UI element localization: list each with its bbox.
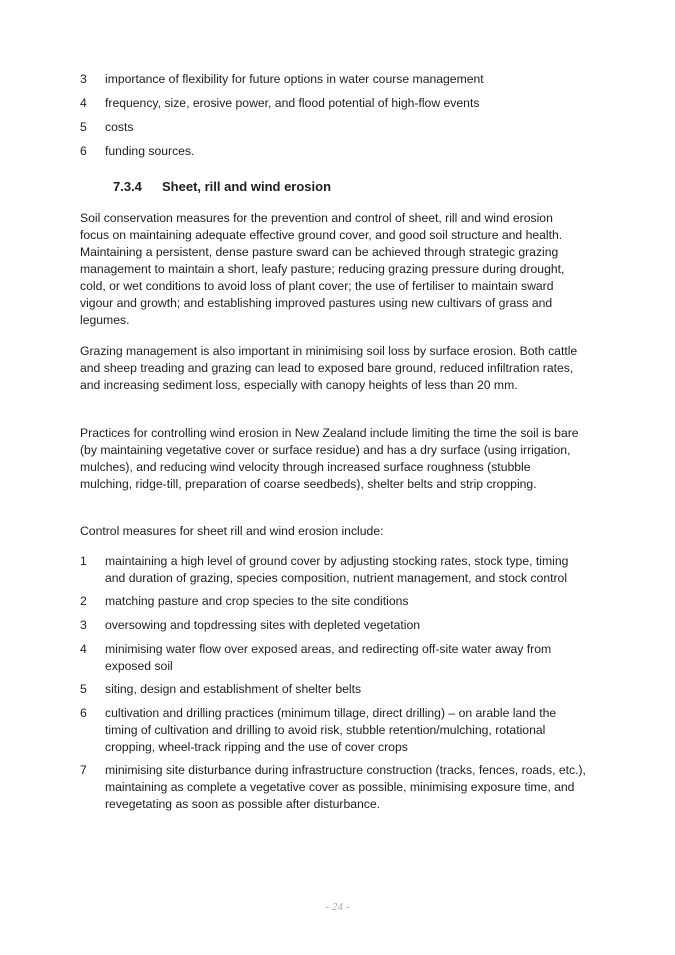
- paragraph-control-intro: Control measures for sheet rill and wind erosion include:: [80, 524, 384, 538]
- list-item-text: minimising site disturbance during infrastructure construction (tracks, fences, roads, etc.), maintaining as complete a vegetative cover as possible, minimising exposure time, and revegetating as soon as possible after disturbance.: [105, 763, 586, 811]
- list-item-text: funding sources.: [105, 144, 195, 158]
- list-item-number: 6: [80, 706, 87, 720]
- list-item-number: 3: [80, 618, 87, 632]
- top-numbered-list: [80, 71, 590, 160]
- list-item: [80, 762, 590, 813]
- list-item: [80, 119, 590, 136]
- section-heading: [113, 178, 331, 195]
- list-item-text: frequency, size, erosive power, and flood potential of high-flow events: [105, 96, 480, 110]
- list-item: [80, 143, 590, 160]
- list-item: [80, 681, 590, 698]
- list-item-number: 2: [80, 594, 87, 608]
- list-item-number: 4: [80, 642, 87, 656]
- list-item-text: importance of flexibility for future options in water course management: [105, 72, 484, 86]
- list-item-number: 1: [80, 554, 87, 568]
- list-item-text: maintaining a high level of ground cover by adjusting stocking rates, stock type, timing and duration of grazing, species composition, nutrient management, and stock control: [105, 554, 569, 585]
- control-measures-list: [80, 553, 590, 813]
- list-item-text: siting, design and establishment of shelter belts: [105, 682, 362, 696]
- list-item-number: 6: [80, 144, 87, 158]
- list-item-number: 3: [80, 72, 87, 86]
- list-item-number: 4: [80, 96, 87, 110]
- paragraph-grazing: Grazing management is also important in minimising soil loss by surface erosion. Both cattle and sheep treading and grazing can lead to exposed bare ground, reduced infiltration rates, and increasing sediment loss, especially with canopy heights of less than 20 mm.: [80, 344, 578, 392]
- list-item: [80, 71, 590, 88]
- list-item: [80, 641, 590, 675]
- list-item: [80, 593, 590, 610]
- page-number: - 24 -: [325, 901, 350, 913]
- paragraph-wind-erosion: Practices for controlling wind erosion in New Zealand include limiting the time the soil is bare (by maintaining vegetative cover or surface residue) and has a dry surface (using irrigation, mulches), and reducing wind velocity through increased surface roughness (stubble mulching, ridge-till, preparation of coarse seedbeds), shelter belts and strip cropping.: [80, 426, 579, 491]
- list-item: [80, 95, 590, 112]
- list-item: [80, 705, 590, 756]
- list-item-text: cultivation and drilling practices (minimum tillage, direct drilling) – on arable land the timing of cultivation and drilling to avoid risk, stubble retention/mulching, rotational cropping, wheel-track ripping and the use of cover crops: [105, 706, 557, 754]
- section-title: Sheet, rill and wind erosion: [162, 179, 332, 194]
- section-number: 7.3.4: [113, 179, 142, 194]
- list-item-number: 7: [80, 763, 87, 777]
- paragraph-ground-cover: Soil conservation measures for the prevention and control of sheet, rill and wind erosion focus on maintaining adequate effective ground cover, and good soil structure and health. Maintaining a persistent, dense pasture sward can be achieved through strategic grazing management to maintain a short, leafy pasture; reducing grazing pressure during drought, cold, or wet conditions to avoid loss of plant cover; the use of fertiliser to maintain sward vigour and growth; and establishing improved pastures using new cultivars of grass and legumes.: [80, 211, 565, 327]
- list-item: [80, 617, 590, 634]
- list-item-text: minimising water flow over exposed areas, and redirecting off-site water away from exposed soil: [105, 642, 552, 673]
- list-item-text: costs: [105, 120, 134, 134]
- list-item-number: 5: [80, 120, 87, 134]
- list-item: [80, 553, 590, 587]
- list-item-text: matching pasture and crop species to the site conditions: [105, 594, 409, 608]
- list-item-number: 5: [80, 682, 87, 696]
- list-item-text: oversowing and topdressing sites with depleted vegetation: [105, 618, 421, 632]
